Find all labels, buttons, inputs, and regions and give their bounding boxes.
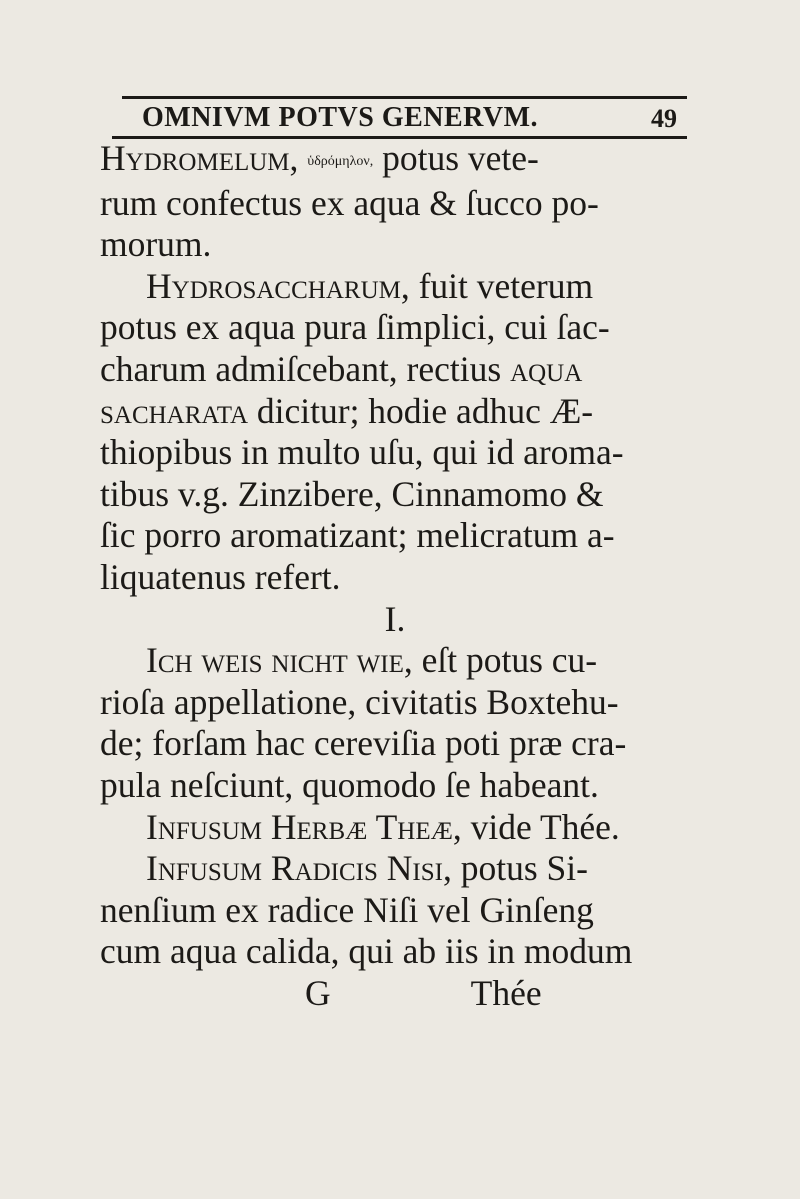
signature-line bbox=[100, 973, 690, 1015]
running-header bbox=[112, 90, 687, 133]
text-line: sacharata dicitur; hodie adhuc Æ- bbox=[100, 390, 594, 431]
text-line: rum confectus ex aqua & ſucco po- bbox=[100, 182, 599, 223]
text-line: ſic porro aromatizant; melicratum a- bbox=[100, 515, 615, 556]
header-rule-top bbox=[122, 96, 687, 99]
text-line: rioſa appellatione, civitatis Boxtehu- bbox=[100, 681, 619, 722]
section-numeral: I. bbox=[384, 598, 406, 639]
text-line: pula neſciunt, quomodo ſe habeant. bbox=[100, 764, 599, 805]
entry-line: Infusum Radicis Nisi, potus Si- bbox=[146, 848, 588, 889]
entry-line: Hydrosaccharum, fuit veterum bbox=[146, 265, 594, 306]
running-title: OMNIVM POTVS GENERVM. bbox=[142, 102, 539, 133]
text-line: cum aqua calida, qui ab iis in modum bbox=[100, 931, 633, 972]
text-line: tibus v.g. Zinzibere, Cinnamomo & bbox=[100, 473, 604, 514]
text-line: Hydromelum, ὑδρόμηλον, potus vete- bbox=[100, 138, 539, 178]
text-line: thiopibus in multo uſu, qui id aroma- bbox=[100, 432, 624, 473]
body-text bbox=[100, 138, 690, 1015]
page-number: 49 bbox=[651, 104, 677, 133]
text-line: potus ex aqua pura ſimplici, cui ſac- bbox=[100, 307, 610, 348]
signature-mark: G bbox=[305, 972, 331, 1013]
entry-line: Infusum Herbæ Theæ, vide Thée. bbox=[146, 806, 620, 847]
text-line: charum admiſcebant, rectius aqua bbox=[100, 349, 583, 390]
text-line: liquatenus refert. bbox=[100, 557, 341, 597]
entry-line: Ich weis nicht wie, eſt potus cu- bbox=[146, 640, 598, 681]
catchword: Thée bbox=[470, 972, 542, 1013]
text-line: nenſium ex radice Niſi vel Ginſeng bbox=[100, 889, 594, 930]
text-line: morum. bbox=[100, 224, 212, 265]
text-line: de; forſam hac cereviſia poti præ cra- bbox=[100, 723, 627, 764]
